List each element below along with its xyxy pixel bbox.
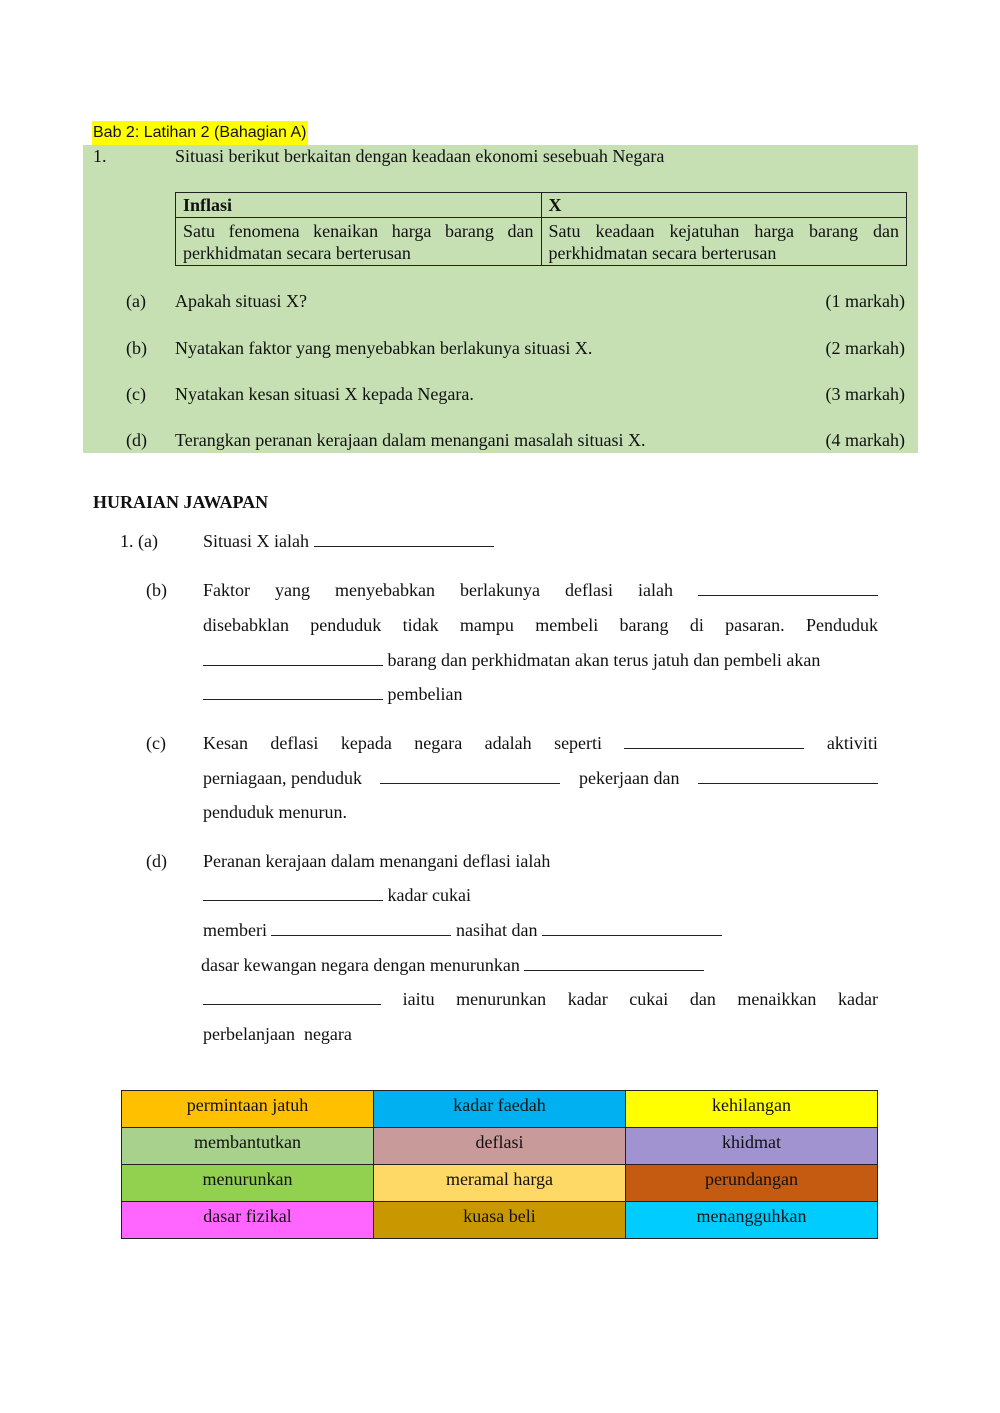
blank-c2[interactable]	[380, 766, 560, 784]
word: dan	[689, 989, 716, 1009]
word-bank-option[interactable]: menurunkan	[122, 1165, 374, 1202]
answer-d-line1: Peranan kerajaan dalam menangani deflasi ialah	[203, 851, 551, 871]
answer-c-line1	[203, 731, 878, 755]
word: adalah	[484, 733, 532, 753]
word: deflasi	[270, 733, 319, 753]
question-stem: Situasi berikut berkaitan dengan keadaan ekonomi sesebuah Negara	[175, 146, 665, 166]
table-header-x: X	[541, 193, 907, 218]
word: pasaran.	[725, 615, 785, 635]
word: yang	[275, 580, 311, 600]
word: penduduk	[310, 615, 382, 635]
word: seperti	[554, 733, 603, 753]
answer-d-line2	[203, 883, 471, 907]
blank-d1[interactable]	[203, 883, 383, 901]
word-bank-option[interactable]: khidmat	[626, 1128, 878, 1165]
answer-d-line4-text: dasar kewangan negara dengan menurunkan	[201, 955, 520, 975]
word: kadar	[837, 989, 878, 1009]
word-bank-option[interactable]: kadar faedah	[374, 1091, 626, 1128]
word-bank-option[interactable]: perundangan	[626, 1165, 878, 1202]
word: negara	[414, 733, 463, 753]
word-bank-option[interactable]: dasar fizikal	[122, 1202, 374, 1239]
word-bank-option[interactable]: meramal harga	[374, 1165, 626, 1202]
part-a-marks: (1 markah)	[825, 291, 905, 311]
word: deflasi	[565, 580, 613, 600]
word: menaikkan	[737, 989, 817, 1009]
answer-c-line2-a: perniagaan, penduduk	[203, 768, 362, 788]
part-c-marks: (3 markah)	[825, 384, 905, 404]
answer-b-line1	[203, 578, 878, 602]
answer-d-line4	[201, 953, 704, 977]
part-b-label: (b)	[126, 338, 147, 358]
answer-a-line	[203, 529, 494, 553]
word: kepada	[340, 733, 392, 753]
word: ialah	[638, 580, 673, 600]
word-bank-option[interactable]: deflasi	[374, 1128, 626, 1165]
blank-d4[interactable]	[524, 953, 704, 971]
blank-d5[interactable]	[203, 987, 381, 1005]
answer-d-line2-text: kadar cukai	[387, 885, 471, 905]
part-b-marks: (2 markah)	[825, 338, 905, 358]
word: menurunkan	[456, 989, 547, 1009]
blank-b2[interactable]	[203, 648, 383, 666]
word: iaitu	[402, 989, 435, 1009]
word: Penduduk	[805, 615, 878, 635]
answer-d-label: (d)	[146, 851, 167, 871]
question-number: 1.	[93, 146, 107, 166]
answer-b-line4-text: pembelian	[387, 684, 463, 704]
word-bank-option[interactable]: menangguhkan	[626, 1202, 878, 1239]
part-a-text: Apakah situasi X?	[175, 291, 307, 311]
part-a-label: (a)	[126, 291, 146, 311]
answer-d-line6: perbelanjaan negara	[203, 1024, 352, 1044]
word: berlakunya	[460, 580, 540, 600]
part-d-label: (d)	[126, 430, 147, 450]
blank-c1[interactable]	[624, 731, 804, 749]
word: tidak	[402, 615, 439, 635]
answer-b-line3-text: barang dan perkhidmatan akan terus jatuh dan pembeli akan	[387, 650, 821, 670]
word: aktiviti	[826, 733, 878, 753]
word: cukai	[629, 989, 669, 1009]
blank-a1[interactable]	[314, 529, 494, 547]
word-bank-option[interactable]: kehilangan	[626, 1091, 878, 1128]
word: Kesan	[203, 733, 248, 753]
table-cell-x: Satu keadaan kejatuhan harga barang dan perkhidmatan secara berterusan	[541, 218, 907, 266]
answers-title: HURAIAN JAWAPAN	[93, 492, 269, 512]
answer-c-label: (c)	[146, 733, 166, 753]
word: menyebabkan	[335, 580, 435, 600]
table-header-inflasi: Inflasi	[176, 193, 542, 218]
answer-c-line2-b: pekerjaan dan	[579, 768, 680, 788]
word: Faktor	[203, 580, 250, 600]
answer-a-number: 1. (a)	[120, 531, 158, 551]
answer-d-line5	[203, 987, 878, 1011]
word: kadar	[567, 989, 608, 1009]
answer-d-line3-b: nasihat dan	[455, 920, 538, 940]
table-cell-inflasi: Satu fenomena kenaikan harga barang dan perkhidmatan secara berterusan	[176, 218, 542, 266]
part-d-marks: (4 markah)	[825, 430, 905, 450]
part-c-label: (c)	[126, 384, 146, 404]
word: disebabklan	[203, 615, 289, 635]
word-bank-table	[121, 1090, 878, 1239]
word: di	[689, 615, 704, 635]
answer-b-line3	[203, 648, 820, 672]
answer-b-line4	[203, 682, 462, 706]
word: mampu	[459, 615, 514, 635]
part-c-text: Nyatakan kesan situasi X kepada Negara.	[175, 384, 474, 404]
blank-d3[interactable]	[542, 918, 722, 936]
word: membeli	[535, 615, 599, 635]
blank-d2[interactable]	[271, 918, 451, 936]
answer-d-line3-a: memberi	[203, 920, 267, 940]
word-bank-option[interactable]: membantutkan	[122, 1128, 374, 1165]
answer-b-label: (b)	[146, 580, 167, 600]
blank-c3[interactable]	[698, 766, 878, 784]
blank-b3[interactable]	[203, 682, 383, 700]
word-bank-option[interactable]: permintaan jatuh	[122, 1091, 374, 1128]
answer-d-line3	[203, 918, 722, 942]
answer-c-line3: penduduk menurun.	[203, 802, 347, 822]
word: barang	[619, 615, 669, 635]
blank-b1[interactable]	[698, 578, 878, 596]
answer-a-text: Situasi X ialah	[203, 531, 309, 551]
part-d-text: Terangkan peranan kerajaan dalam menangani masalah situasi X.	[175, 430, 646, 450]
comparison-table	[175, 192, 907, 266]
part-b-text: Nyatakan faktor yang menyebabkan berlakunya situasi X.	[175, 338, 593, 358]
word-bank-option[interactable]: kuasa beli	[374, 1202, 626, 1239]
exercise-heading: Bab 2: Latihan 2 (Bahagian A)	[92, 121, 308, 145]
answer-c-line2	[203, 766, 878, 790]
answer-b-line2	[203, 613, 878, 637]
